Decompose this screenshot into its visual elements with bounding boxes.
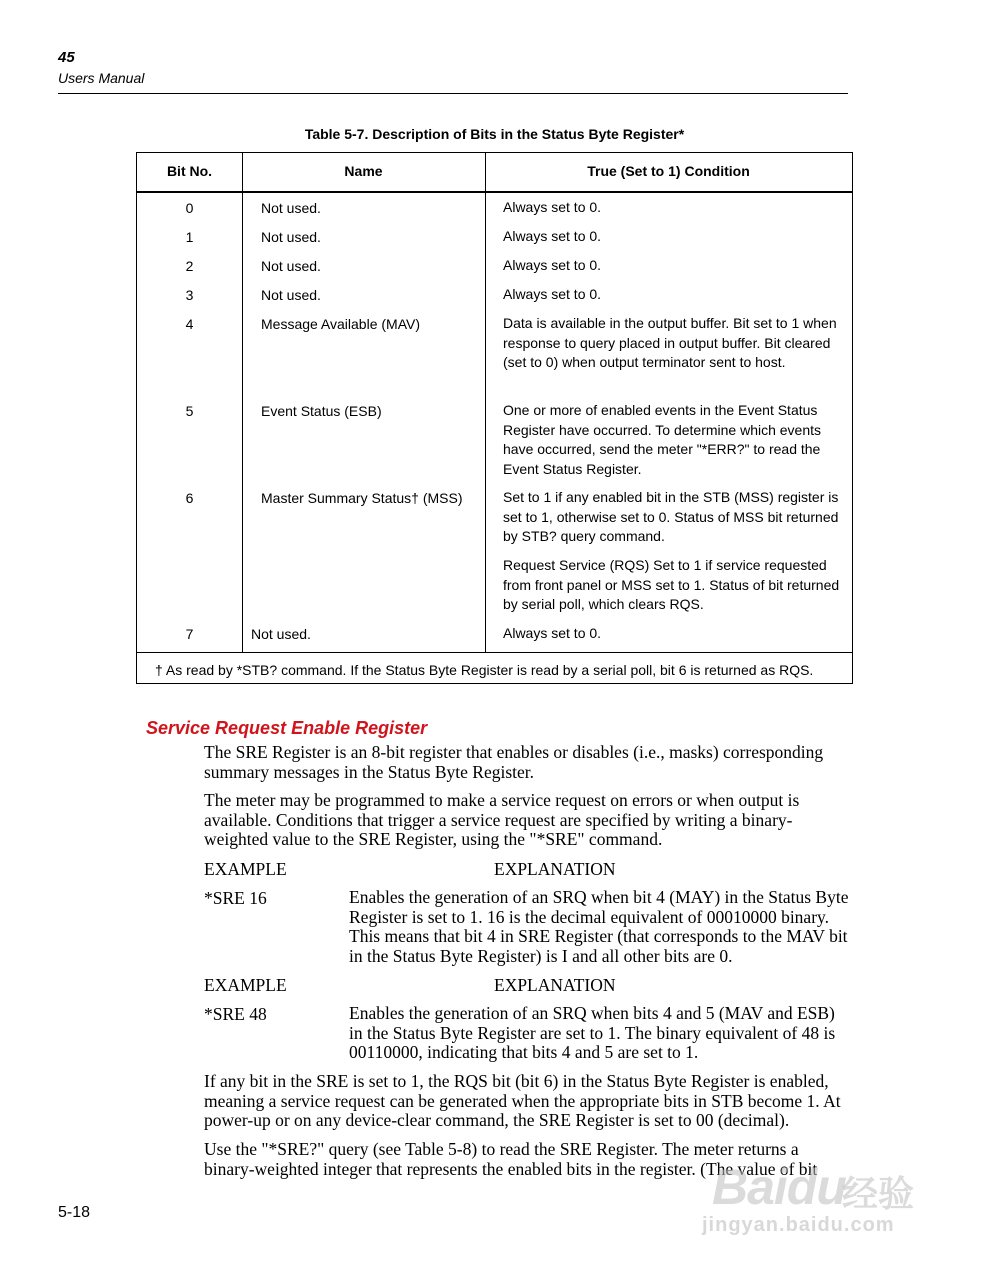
bit-number: 7 xyxy=(185,626,194,642)
bit-condition: One or more of enabled events in the Event Status Register have occurred. To determine which events have occurred, send the meter "*ERR?" to read the Event Status Register. xyxy=(503,402,822,477)
bit-number: 0 xyxy=(185,200,194,216)
bit-name: Not used. xyxy=(261,229,321,245)
watermark-url: jingyan.baidu.com xyxy=(702,1214,895,1236)
header-rule xyxy=(58,93,848,94)
bit-name: Not used. xyxy=(261,258,321,274)
bit-condition: Always set to 0. xyxy=(503,257,602,273)
section-heading: Service Request Enable Register xyxy=(146,718,428,738)
paragraph: The SRE Register is an 8-bit register that enables or disables (i.e., masks) corresponding summary messages in the Status Byte Register. xyxy=(204,742,824,782)
table-footnote: † As read by *STB? command. If the Status Byte Register is read by a serial poll, bit 6 is returned as RQS. xyxy=(155,662,814,678)
example-command: *SRE 16 xyxy=(204,888,267,908)
explanation-label: EXPLANATION xyxy=(494,859,616,879)
bit-condition: Set to 1 if any enabled bit in the STB (MSS) register is set to 1, otherwise set to 0. Status of MSS bit returned by STB? query command. xyxy=(503,489,839,544)
example-command: *SRE 48 xyxy=(204,1004,267,1024)
example-description: Enables the generation of an SRQ when bits 4 and 5 (MAV and ESB) in the Status Byte Register are set to 1. The binary equivalent of 48 is 00110000, indicating that bits 4 and 5 are set to 1. xyxy=(349,1003,836,1063)
status-byte-table xyxy=(136,152,853,684)
watermark-cn-text: 经验 xyxy=(842,1173,915,1214)
paragraph: If any bit in the SRE is set to 1, the RQS bit (bit 6) in the Status Byte Register is enabled, meaning a service request can be generated when the appropriate bits in STB become 1. At power-up or on any device-clear command, the SRE Register is set to 00 (decimal). xyxy=(204,1071,841,1131)
page-number: 5-18 xyxy=(58,1204,91,1221)
watermark-logo: Baidu xyxy=(712,1159,846,1215)
bit-condition: Always set to 0. xyxy=(503,286,602,302)
explanation-label: EXPLANATION xyxy=(494,975,616,995)
bit-number: 2 xyxy=(185,258,194,274)
bit-number: 3 xyxy=(185,287,194,303)
bit-number: 4 xyxy=(185,316,194,332)
footnote-rule xyxy=(137,652,852,653)
column-header-bit: Bit No. xyxy=(166,163,213,179)
example-label: EXAMPLE xyxy=(204,975,287,995)
table-caption: Table 5-7. Description of Bits in the Status Byte Register* xyxy=(304,126,685,142)
paragraph: The meter may be programmed to make a service request on errors or when output is available. Conditions that trigger a service request are specified by writing a binary-weighted value to the SRE Register, using the "*SRE" command. xyxy=(204,790,800,850)
bit-number: 5 xyxy=(185,403,194,419)
bit-condition: Data is available in the output buffer. Bit set to 1 when response to query placed in output buffer. Bit cleared (set to 0) when output terminator sent to host. xyxy=(503,315,837,370)
bit-condition: Always set to 0. xyxy=(503,625,602,641)
bit-number: 1 xyxy=(185,229,194,245)
column-header-condition: True (Set to 1) Condition xyxy=(587,163,750,179)
example-label: EXAMPLE xyxy=(204,859,287,879)
bit-name: Not used. xyxy=(261,200,321,216)
bit-condition: Always set to 0. xyxy=(503,199,602,215)
column-divider xyxy=(485,153,486,652)
column-divider xyxy=(242,153,243,652)
bit-name: Message Available (MAV) xyxy=(261,316,420,332)
column-header-name: Name xyxy=(344,163,383,179)
bit-condition-secondary: Request Service (RQS) Set to 1 if service requested from front panel or MSS set to 1. Status of bit returned by serial poll, which clears RQS. xyxy=(503,557,840,612)
bit-name: Not used. xyxy=(251,626,311,642)
manual-title: Users Manual xyxy=(58,70,145,86)
bit-condition: Always set to 0. xyxy=(503,228,602,244)
table-header-row xyxy=(137,153,852,193)
example-description: Enables the generation of an SRQ when bit 4 (MAY) in the Status Byte Register is set to 1. 16 is the decimal equivalent of 00010000 binary. This means that bit 4 in SRE Register (that corresponds to the MAV bit in the Status Byte Register) is I and all other bits are 0. xyxy=(349,887,849,966)
bit-number: 6 xyxy=(185,490,194,506)
bit-name: Not used. xyxy=(261,287,321,303)
bit-name: Master Summary Status† (MSS) xyxy=(261,490,463,506)
paragraph: Use the "*SRE?" query (see Table 5-8) to read the SRE Register. The meter returns a binary-weighted integer that represents the enabled bits in the register. (The value of bit xyxy=(204,1139,818,1179)
baidu-watermark xyxy=(700,1158,940,1248)
bit-name: Event Status (ESB) xyxy=(261,403,382,419)
running-page-number: 45 xyxy=(58,49,75,66)
